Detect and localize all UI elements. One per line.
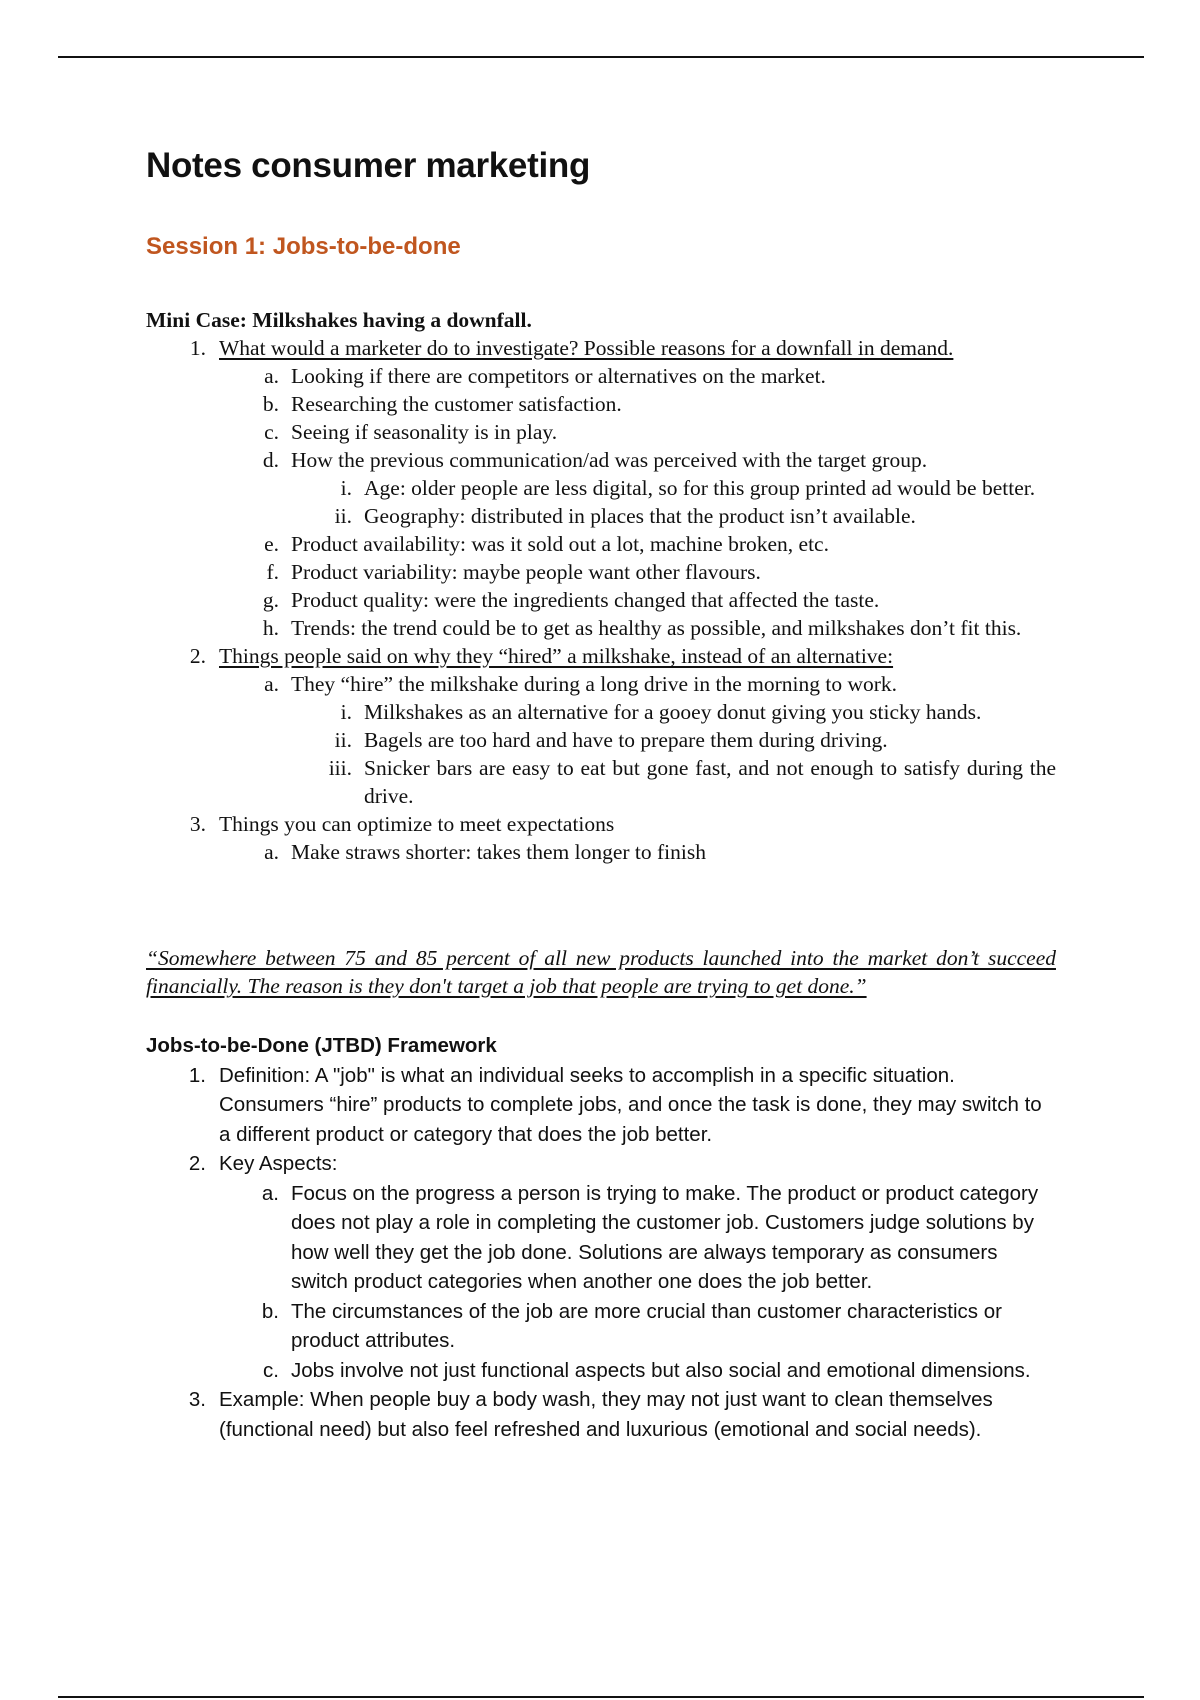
- list-item: [146, 586, 1056, 614]
- list-marker: c.: [263, 1358, 279, 1382]
- list-item-text: Things you can optimize to meet expectations: [219, 812, 615, 836]
- list-item: [146, 698, 1056, 726]
- bottom-rule: [58, 1696, 1144, 1698]
- list-item-text: Product quality: were the ingredients changed that affected the taste.: [291, 588, 880, 612]
- list-item-text: Snicker bars are easy to eat but gone fast, and not enough to satisfy during the drive.: [364, 756, 1056, 808]
- list-item: [146, 446, 1056, 474]
- list-item: [146, 362, 1056, 390]
- list-item: [146, 558, 1056, 586]
- quote-block: [146, 944, 1056, 1000]
- list-marker: f.: [266, 560, 279, 584]
- list-item-text: Age: older people are less digital, so for this group printed ad would be better.: [364, 476, 1036, 500]
- list-marker: ii.: [334, 728, 352, 752]
- list-marker: i.: [340, 476, 352, 500]
- list-item: [146, 474, 1056, 502]
- list-item-text: Example: When people buy a body wash, they may not just want to clean themselves (functional need) but also feel refreshed and luxurious (emotional and social needs).: [219, 1388, 993, 1441]
- list-marker: d.: [262, 448, 279, 472]
- page-title: Notes consumer marketing: [146, 146, 591, 185]
- list-marker: e.: [264, 532, 279, 556]
- list-item-text: The circumstances of the job are more crucial than customer characteristics or product attributes.: [291, 1299, 1002, 1352]
- list-marker: b.: [262, 392, 279, 416]
- list-item-text: What would a marketer do to investigate? Possible reasons for a downfall in demand.: [219, 336, 954, 360]
- list-marker: iii.: [328, 756, 352, 780]
- mini-case-section: [146, 306, 1056, 866]
- list-item-text: They “hire” the milkshake during a long drive in the morning to work.: [291, 672, 898, 696]
- list-marker: 2.: [188, 1152, 206, 1175]
- list-marker: c.: [264, 420, 279, 444]
- jtbd-heading: Jobs-to-be-Done (JTBD) Framework: [146, 1034, 497, 1057]
- list-marker: 1.: [188, 1063, 206, 1087]
- list-item: [146, 1179, 1056, 1297]
- list-item-text: Key Aspects:: [219, 1152, 338, 1175]
- list-item-text: Trends: the trend could be to get as healthy as possible, and milkshakes don’t fit this.: [291, 616, 1022, 640]
- list-item-text: Researching the customer satisfaction.: [291, 392, 622, 416]
- list-item: [146, 614, 1056, 642]
- list-item-text: Definition: A "job" is what an individual seeks to accomplish in a specific situation. Consumers “hire” products to complete jobs, and once the task is done, they may switch to a different product or category that does the job better.: [219, 1063, 1042, 1146]
- list-item-text: Jobs involve not just functional aspects but also social and emotional dimensions.: [291, 1358, 1031, 1382]
- list-marker: 1.: [189, 336, 206, 360]
- session-heading: Session 1: Jobs-to-be-done: [146, 233, 461, 260]
- list-item-text: Focus on the progress a person is trying to make. The product or product category does not play a role in completing the customer job. Customers judge solutions by how well they get the job done. Solutions are always temporary as consumers switch product categories when another one does the job better.: [291, 1181, 1039, 1293]
- list-item: [146, 1297, 1056, 1356]
- list-marker: a.: [264, 840, 279, 864]
- list-marker: a.: [264, 672, 279, 696]
- list-item: [146, 670, 1056, 698]
- list-marker: i.: [340, 700, 352, 724]
- list-item: [146, 418, 1056, 446]
- mini-case-heading: Mini Case: Milkshakes having a downfall.: [146, 308, 532, 332]
- list-item: [146, 530, 1056, 558]
- list-item: [146, 1385, 1056, 1444]
- list-item: [146, 726, 1056, 754]
- list-marker: 3.: [189, 812, 206, 836]
- list-item: [146, 810, 1056, 838]
- list-marker: g.: [262, 588, 279, 612]
- list-item: [146, 1149, 1056, 1179]
- list-marker: ii.: [334, 504, 352, 528]
- pull-quote: “Somewhere between 75 and 85 percent of all new products launched into the market don’t succeed financially. The reason is they don't target a job that people are trying to get done.”: [146, 946, 1056, 998]
- list-item-text: Product availability: was it sold out a lot, machine broken, etc.: [291, 532, 829, 556]
- list-item-text: Looking if there are competitors or alternatives on the market.: [291, 364, 826, 388]
- list-item-text: Seeing if seasonality is in play.: [291, 420, 558, 444]
- list-item-text: Bagels are too hard and have to prepare them during driving.: [364, 728, 888, 752]
- list-item-text: Product variability: maybe people want other flavours.: [291, 560, 761, 584]
- list-item: [146, 754, 1056, 810]
- top-rule: [58, 56, 1144, 58]
- jtbd-section: [146, 1031, 1056, 1444]
- list-marker: a.: [261, 1181, 279, 1205]
- list-item: [146, 838, 1056, 866]
- list-item-text: Milkshakes as an alternative for a gooey donut giving you sticky hands.: [364, 700, 982, 724]
- list-item-text: Geography: distributed in places that the product isn’t available.: [364, 504, 916, 528]
- list-item: [146, 1356, 1056, 1386]
- list-item: [146, 502, 1056, 530]
- list-item: [146, 334, 1056, 362]
- list-marker: 2.: [189, 644, 206, 668]
- list-item: [146, 1061, 1056, 1150]
- list-item: [146, 390, 1056, 418]
- list-item-text: Things people said on why they “hired” a milkshake, instead of an alternative:: [219, 644, 894, 668]
- list-item: [146, 642, 1056, 670]
- list-marker: b.: [261, 1299, 279, 1323]
- list-item-text: Make straws shorter: takes them longer to finish: [291, 840, 706, 864]
- list-marker: 3.: [188, 1388, 206, 1411]
- list-marker: a.: [264, 364, 279, 388]
- list-marker: h.: [262, 616, 279, 640]
- list-item-text: How the previous communication/ad was perceived with the target group.: [291, 448, 928, 472]
